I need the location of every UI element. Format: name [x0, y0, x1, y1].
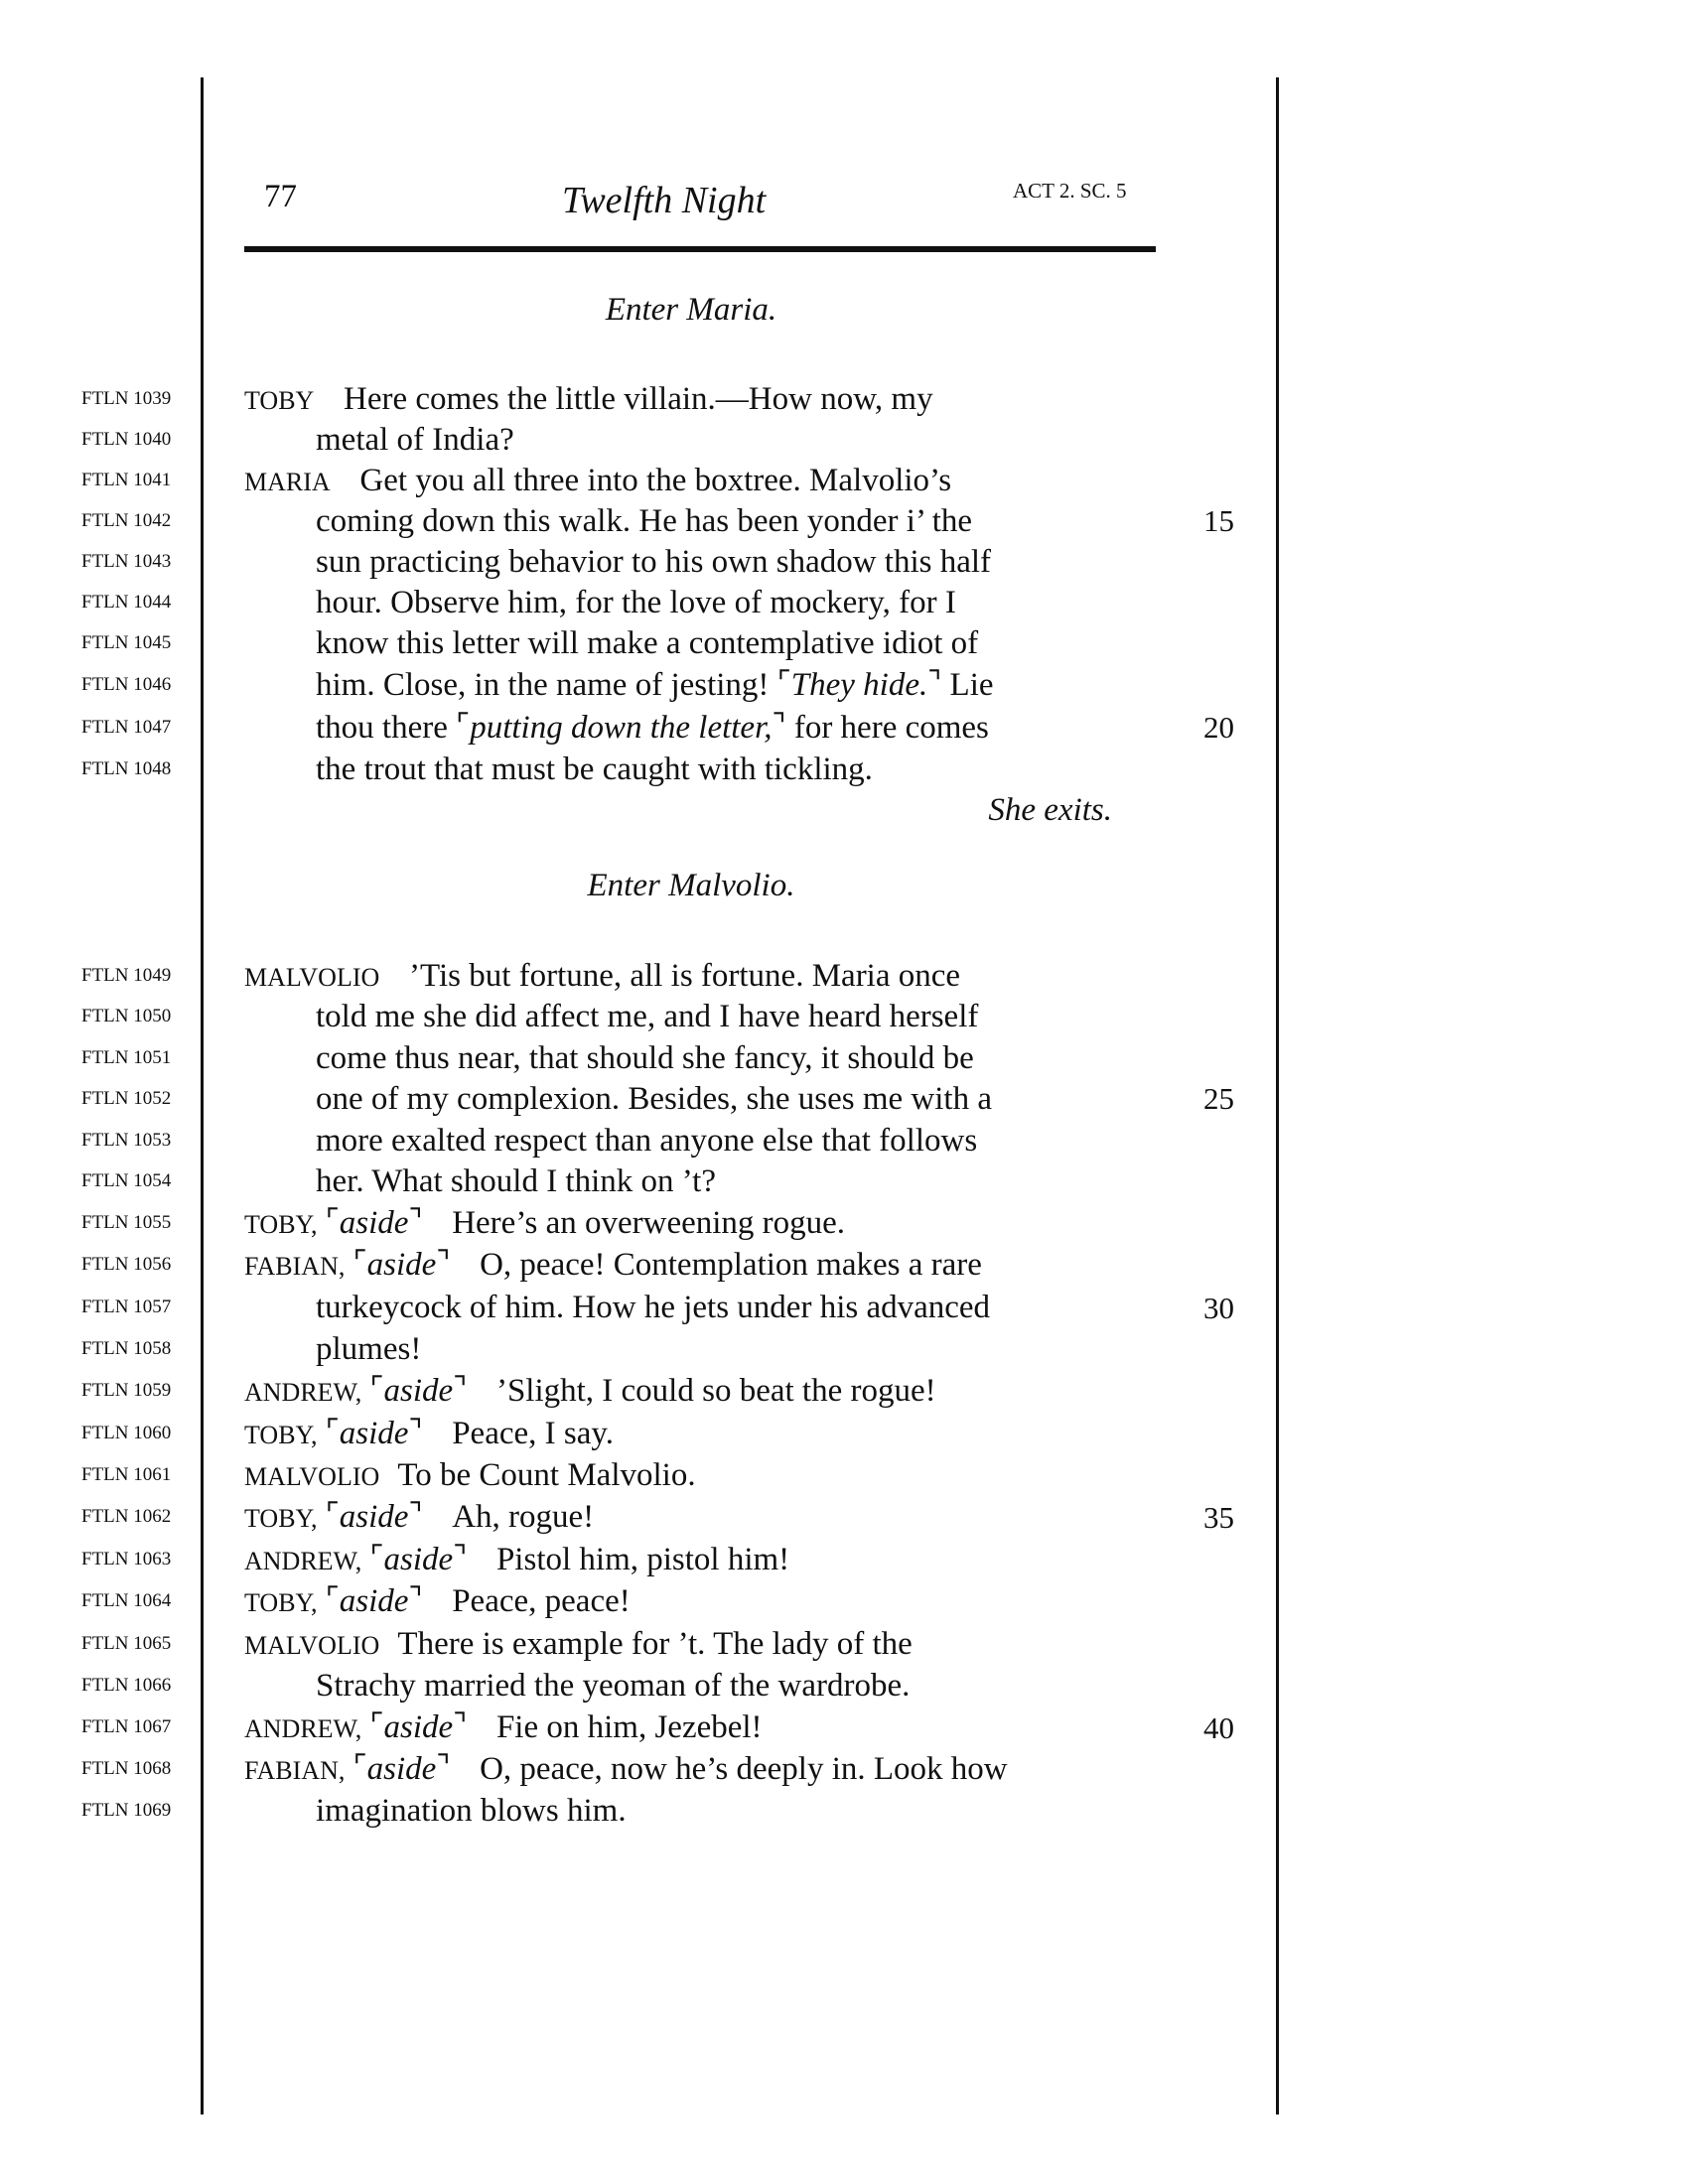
line-number: 15	[1203, 503, 1234, 538]
header-rule	[244, 246, 1156, 252]
speaker-name: MALVOLIO	[244, 1462, 380, 1491]
play-title: Twelfth Night	[562, 180, 767, 221]
stage-direction-enter-malvolio: Enter Malvolio.	[587, 868, 795, 903]
dialogue-line: ANDREW, ⌜aside⌝ Pistol him, pistol him!	[244, 1541, 790, 1577]
speaker-name: MALVOLIO	[244, 963, 380, 992]
dialogue-line: coming down this walk. He has been yonder i’ the	[316, 503, 973, 539]
stage-direction-aside: aside	[366, 1751, 437, 1787]
dialogue-line: MALVOLIO To be Count Malvolio.	[244, 1457, 696, 1493]
dialogue-line: hour. Observe him, for the love of mockery, for I	[316, 585, 956, 620]
ftln-label: FTLN 1062	[81, 1506, 172, 1527]
ftln-label: FTLN 1044	[81, 592, 172, 613]
ftln-label: FTLN 1047	[81, 717, 172, 738]
ftln-label: FTLN 1053	[81, 1130, 172, 1151]
dialogue-line: MALVOLIO There is example for ’t. The lady of the	[244, 1626, 913, 1662]
speaker-name: MARIA	[244, 468, 331, 496]
ftln-label: FTLN 1043	[81, 551, 172, 572]
speaker-name: TOBY,	[244, 1588, 318, 1617]
ftln-label: FTLN 1057	[81, 1297, 172, 1317]
dialogue-line: FABIAN, ⌜aside⌝ O, peace, now he’s deeply in. Look how	[244, 1750, 1008, 1787]
stage-direction-aside: aside	[339, 1499, 409, 1535]
right-margin-rule	[1276, 77, 1279, 2115]
stage-direction-enter-maria: Enter Maria.	[605, 292, 777, 328]
speaker-name: FABIAN,	[244, 1756, 346, 1785]
dialogue-line: MALVOLIO ’Tis but fortune, all is fortune. Maria once	[244, 958, 961, 994]
dialogue-line: Strachy married the yeoman of the wardrobe.	[316, 1668, 911, 1704]
dialogue-line: more exalted respect than anyone else that follows	[316, 1123, 978, 1159]
stage-direction-aside: aside	[339, 1583, 409, 1619]
ftln-label: FTLN 1056	[81, 1254, 172, 1275]
ftln-label: FTLN 1042	[81, 510, 172, 531]
stage-direction-aside: aside	[366, 1247, 437, 1283]
dialogue-line: TOBY, ⌜aside⌝ Peace, peace!	[244, 1582, 631, 1619]
stage-direction-inline: putting down the letter,	[470, 710, 773, 746]
dialogue-line: ANDREW, ⌜aside⌝ ’Slight, I could so beat the rogue!	[244, 1372, 936, 1409]
speaker-name: ANDREW,	[244, 1547, 362, 1575]
dialogue-line: her. What should I think on ’t?	[316, 1163, 716, 1199]
ftln-label: FTLN 1039	[81, 388, 172, 409]
dialogue-line: TOBY Here comes the little villain.—How now, my	[244, 381, 933, 417]
dialogue-line: MARIA Get you all three into the boxtree. Malvolio’s	[244, 463, 952, 498]
dialogue-line: turkeycock of him. How he jets under his advanced	[316, 1290, 991, 1325]
dialogue-line: ANDREW, ⌜aside⌝ Fie on him, Jezebel!	[244, 1708, 763, 1745]
ftln-label: FTLN 1051	[81, 1047, 172, 1068]
ftln-label: FTLN 1046	[81, 674, 172, 695]
stage-direction-aside: aside	[383, 1373, 454, 1409]
page-number: 77	[264, 179, 297, 214]
dialogue-line: sun practicing behavior to his own shadow this half	[316, 544, 992, 580]
stage-direction-aside: aside	[339, 1205, 409, 1241]
stage-direction-she-exits: She exits.	[988, 792, 1112, 828]
stage-direction-aside: aside	[383, 1542, 454, 1577]
ftln-label: FTLN 1054	[81, 1170, 172, 1191]
ftln-label: FTLN 1064	[81, 1590, 172, 1611]
ftln-label: FTLN 1050	[81, 1006, 172, 1026]
speaker-name: TOBY	[244, 386, 315, 415]
line-number: 30	[1203, 1291, 1234, 1325]
speaker-name: FABIAN,	[244, 1252, 346, 1281]
speaker-name: TOBY,	[244, 1210, 318, 1239]
dialogue-line: TOBY, ⌜aside⌝ Peace, I say.	[244, 1415, 614, 1451]
line-number: 25	[1203, 1081, 1234, 1116]
ftln-label: FTLN 1069	[81, 1800, 172, 1821]
stage-direction-aside: aside	[383, 1709, 454, 1745]
line-number: 35	[1203, 1500, 1234, 1535]
ftln-label: FTLN 1041	[81, 470, 172, 490]
ftln-label: FTLN 1063	[81, 1549, 172, 1570]
ftln-label: FTLN 1065	[81, 1633, 172, 1654]
stage-direction-aside: aside	[339, 1416, 409, 1451]
ftln-label: FTLN 1049	[81, 965, 172, 986]
act-scene-label: ACT 2. SC. 5	[1013, 179, 1127, 203]
ftln-label: FTLN 1067	[81, 1716, 172, 1737]
ftln-label: FTLN 1052	[81, 1088, 172, 1109]
dialogue-line: FABIAN, ⌜aside⌝ O, peace! Contemplation makes a rare	[244, 1246, 982, 1283]
dialogue-line: imagination blows him.	[316, 1793, 627, 1829]
dialogue-line: him. Close, in the name of jesting! ⌜They hide.⌝ Lie	[316, 666, 994, 703]
ftln-label: FTLN 1060	[81, 1423, 172, 1443]
dialogue-line: metal of India?	[316, 422, 514, 458]
dialogue-line: TOBY, ⌜aside⌝ Here’s an overweening rogue.	[244, 1204, 846, 1241]
ftln-label: FTLN 1059	[81, 1380, 172, 1401]
dialogue-line: told me she did affect me, and I have heard herself	[316, 999, 979, 1034]
dialogue-line: one of my complexion. Besides, she uses me with a	[316, 1081, 992, 1117]
ftln-label: FTLN 1048	[81, 758, 172, 779]
ftln-label: FTLN 1066	[81, 1675, 172, 1696]
dialogue-line: thou there ⌜putting down the letter,⌝ for here comes	[316, 709, 989, 746]
ftln-label: FTLN 1061	[81, 1464, 172, 1485]
line-number: 20	[1203, 710, 1234, 745]
ftln-label: FTLN 1055	[81, 1212, 172, 1233]
dialogue-line: know this letter will make a contemplative idiot of	[316, 625, 979, 661]
speaker-name: ANDREW,	[244, 1378, 362, 1407]
dialogue-line: come thus near, that should she fancy, it should be	[316, 1040, 974, 1076]
ftln-label: FTLN 1058	[81, 1338, 172, 1359]
ftln-label: FTLN 1068	[81, 1758, 172, 1779]
ftln-label: FTLN 1040	[81, 429, 172, 450]
ftln-label: FTLN 1045	[81, 632, 172, 653]
speaker-name: TOBY,	[244, 1504, 318, 1533]
stage-direction-inline: They hide.	[790, 667, 928, 703]
left-margin-rule	[201, 77, 204, 2115]
line-number: 40	[1203, 1710, 1234, 1745]
dialogue-line: TOBY, ⌜aside⌝ Ah, rogue!	[244, 1498, 595, 1535]
speaker-name: TOBY,	[244, 1421, 318, 1449]
dialogue-line: the trout that must be caught with tickling.	[316, 751, 873, 787]
speaker-name: ANDREW,	[244, 1714, 362, 1743]
speaker-name: MALVOLIO	[244, 1631, 380, 1660]
dialogue-line: plumes!	[316, 1331, 422, 1367]
